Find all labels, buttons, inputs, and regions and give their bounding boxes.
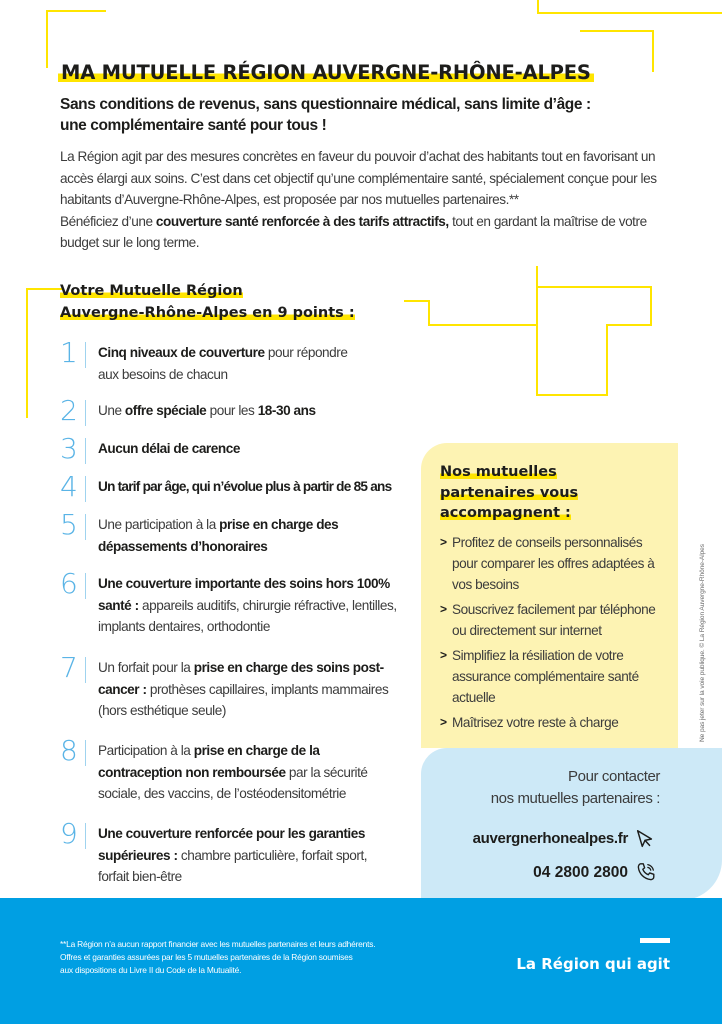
brand-dash xyxy=(640,938,670,943)
point-text xyxy=(98,657,408,722)
contact-label xyxy=(430,766,660,810)
footnote-line-2: Offres et garanties assurées par les 5 mutuelles partenaires de la Région soumises xyxy=(60,952,353,962)
chevron-right-icon: > xyxy=(440,535,447,549)
deco-line-left-vertical xyxy=(46,10,48,68)
point-number: 7 xyxy=(60,651,78,684)
contact-label-line-1: Pour contacter xyxy=(568,768,660,785)
partners-title-line-1: Nos mutuelles xyxy=(440,464,557,480)
point-post: prothèses capillaires, implants mammaires (hors esthétique seule) xyxy=(98,681,389,718)
point-bold: Cinq niveaux de couverture xyxy=(98,345,265,360)
point-number: 5 xyxy=(60,508,78,541)
partner-bullet-text: Maîtrisez votre reste à charge xyxy=(452,715,619,730)
point-pre: Une xyxy=(98,403,125,418)
point-pre: Une participation à la xyxy=(98,517,220,532)
point-text xyxy=(98,342,368,385)
partner-bullet-text: Souscrivez facilement par téléphone ou directement sur internet xyxy=(452,602,656,638)
point-text xyxy=(98,400,418,422)
brand-logo-text: La Région qui agit xyxy=(516,955,670,973)
point-divider xyxy=(85,657,86,683)
page-title-text: MA MUTUELLE RÉGION AUVERGNE-RHÔNE-ALPES xyxy=(58,61,594,84)
point-divider xyxy=(85,823,86,849)
point-bold-2: 18-30 ans xyxy=(257,403,316,418)
point-post: appareils auditifs, chirurgie réfractive, lentilles, implants dentaires, orthodontie xyxy=(98,597,397,634)
point-bold: Aucun délai de carence xyxy=(98,441,240,456)
subtitle-line-2: une complémentaire santé pour tous ! xyxy=(60,117,327,134)
subtitle-line-1: Sans conditions de revenus, sans questionnaire médical, sans limite d’âge : xyxy=(60,96,591,113)
intro-p2-after: tout en gardant la maîtrise de votre budget sur le long terme. xyxy=(60,213,647,250)
point-post: pour les xyxy=(206,403,258,418)
point-post: pour répondre aux besoins de chacun xyxy=(98,345,348,382)
point-divider xyxy=(85,573,86,599)
deco-line-title-top xyxy=(580,30,654,32)
footnote xyxy=(60,938,400,977)
point-post: chambre particulière, forfait sport, forfait bien-être xyxy=(98,847,368,884)
point-bold: prise en charge des dépassements d’honoraires xyxy=(98,517,339,554)
point-number: 4 xyxy=(60,470,78,503)
website-link[interactable]: auvergnerhonealpes.fr xyxy=(472,830,628,847)
point-divider xyxy=(85,514,86,540)
footnote-line-3: aux dispositions du Livre II du Code de la Mutualité. xyxy=(60,965,242,975)
point-text xyxy=(98,438,418,460)
point-number: 2 xyxy=(60,394,78,427)
deco-cross-right-horizontal xyxy=(608,324,652,326)
page-title xyxy=(58,60,594,86)
point-divider xyxy=(85,740,86,766)
intro-p2-bold: couverture santé renforcée à des tarifs attractifs, xyxy=(155,213,449,229)
point-number: 1 xyxy=(60,336,78,369)
point-number: 6 xyxy=(60,567,78,600)
point-divider xyxy=(85,476,86,502)
deco-line-title-right xyxy=(652,30,654,72)
intro-paragraph-1: La Région agit par des mesures concrètes en faveur du pouvoir d’achat des habitants tout en favorisant un accès élargi aux soins. C’est dans cet objectif qu’une complémentaire santé, spécialement conçue pour les habitants d’Auvergne-Rhône-Alpes, est proposée par nos mutuelles partenaires.** xyxy=(60,149,657,207)
deco-line-points-left xyxy=(26,288,28,418)
partner-bullet-3 xyxy=(440,645,670,708)
deco-cross-inner-left xyxy=(536,326,538,396)
point-text xyxy=(98,740,398,805)
points-section-title xyxy=(60,280,355,324)
point-pre: Un forfait pour la xyxy=(98,660,194,675)
chevron-right-icon: > xyxy=(440,715,447,729)
points-title-line-2: Auvergne-Rhône-Alpes en 9 points : xyxy=(60,305,355,321)
intro-p2-before: Bénéficiez d’une xyxy=(60,213,156,229)
partners-title-line-2: partenaires vous xyxy=(440,484,579,501)
partner-bullet-4 xyxy=(440,712,670,733)
point-bold: Une couverture importante des soins hors 100% santé : xyxy=(98,576,390,613)
point-text xyxy=(98,823,398,888)
footnote-line-1: **La Région n’a aucun rapport financier avec les mutuelles partenaires et leurs adhérents. xyxy=(60,939,376,949)
deco-cross-vertical-top xyxy=(536,266,538,324)
point-number: 3 xyxy=(60,432,78,465)
deco-line-left-horizontal xyxy=(46,10,106,12)
deco-line-top-horizontal xyxy=(537,12,722,14)
partner-bullet-text: Simplifiez la résiliation de votre assurance complémentaire santé actuelle xyxy=(452,648,639,705)
partner-bullet-text: Profitez de conseils personnalisés pour comparer les offres adaptées à vos besoins xyxy=(452,535,655,592)
point-post: par la sécurité sociale, des vaccins, de l’ostéodensitométrie xyxy=(98,764,368,801)
point-text xyxy=(98,476,418,498)
deco-cross-horizontal-left xyxy=(428,300,430,326)
point-bold: Une couverture renforcée pour les garanties supérieures : xyxy=(98,826,365,863)
partners-title xyxy=(440,462,670,524)
subtitle xyxy=(60,94,600,136)
phone-number[interactable]: 04 2800 2800 xyxy=(533,864,628,881)
deco-cross-inner-vertical xyxy=(606,324,608,396)
cursor-icon xyxy=(634,828,656,850)
points-title-line-1: Votre Mutuelle Région xyxy=(60,283,243,299)
intro-paragraph-2 xyxy=(60,211,670,254)
point-divider xyxy=(85,342,86,368)
point-divider xyxy=(85,400,86,426)
phone-icon xyxy=(635,861,657,883)
point-bold: offre spéciale xyxy=(124,403,207,418)
deco-cross-right-vertical xyxy=(650,286,652,326)
chevron-right-icon: > xyxy=(440,648,447,662)
point-bold: prise en charge des soins post-cancer : xyxy=(98,660,384,697)
point-number: 9 xyxy=(60,817,78,850)
point-bold: Un tarif par âge, qui n’évolue plus à partir de 85 ans xyxy=(98,479,392,494)
partner-bullet-2 xyxy=(440,599,670,641)
intro-text xyxy=(60,146,670,254)
deco-cross-horizontal-bottom-left xyxy=(428,324,538,326)
partner-bullet-1 xyxy=(440,532,670,595)
partners-title-line-3: accompagnent : xyxy=(440,505,571,521)
point-pre: Participation à la xyxy=(98,743,194,758)
deco-cross-inner-horizontal xyxy=(536,394,608,396)
legal-side-note: Ne pas jeter sur la voie publique. © La Région Auvergne-Rhône-Alpes xyxy=(699,544,706,742)
chevron-right-icon: > xyxy=(440,602,447,616)
deco-line-points-top xyxy=(26,288,62,290)
point-bold: prise en charge de la contraception non remboursée xyxy=(98,743,320,780)
deco-line-points-right xyxy=(404,300,428,302)
point-divider xyxy=(85,438,86,464)
point-text xyxy=(98,573,408,638)
deco-cross-horizontal-upper xyxy=(536,286,652,288)
contact-label-line-2: nos mutuelles partenaires : xyxy=(490,790,660,807)
point-text xyxy=(98,514,358,557)
point-number: 8 xyxy=(60,734,78,767)
